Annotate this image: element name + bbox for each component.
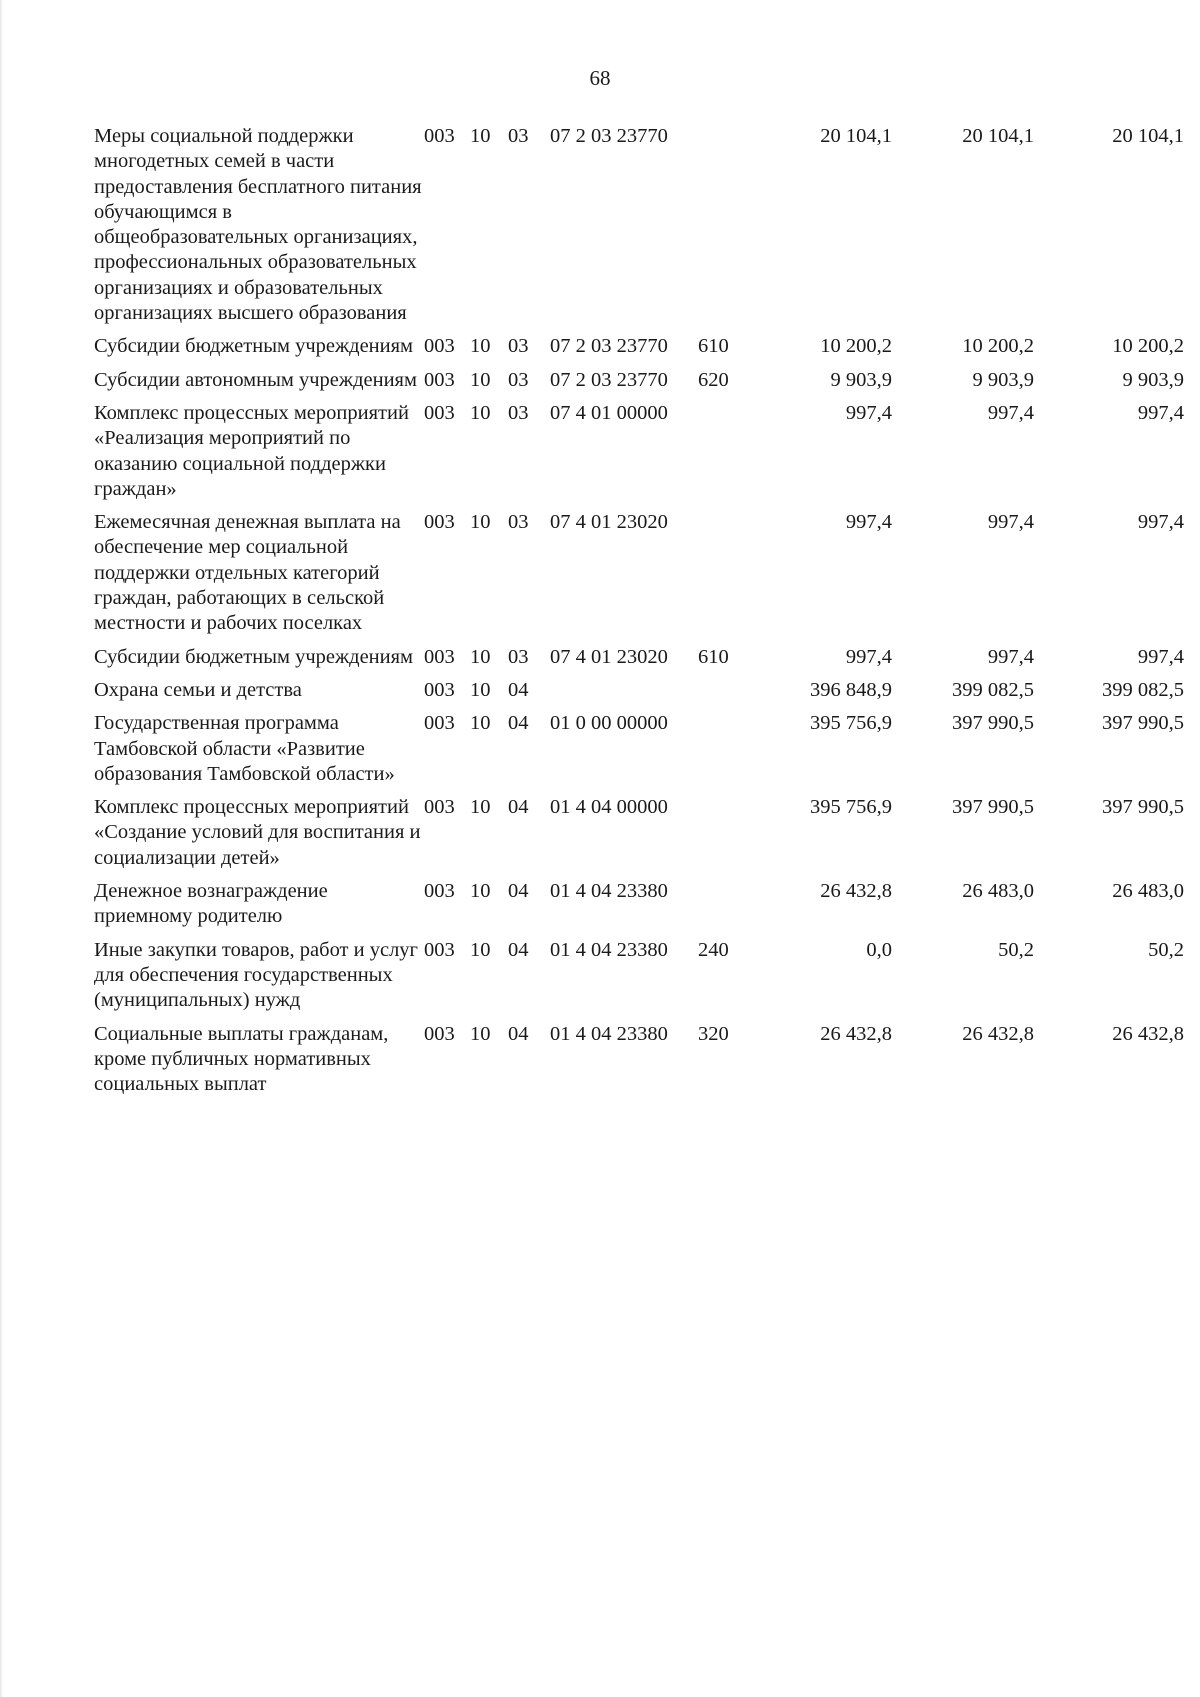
cell-amount-year-2: 997,4 — [987, 511, 1034, 534]
cell-amount-year-3: 26 483,0 — [1112, 880, 1184, 903]
cell-amount-year-3: 9 903,9 — [1122, 368, 1184, 391]
cell-amount-year-2: 997,4 — [987, 645, 1034, 668]
row-name: Меры социальной поддержки многодетных семей в части предоставления бесплатного питания обучающимся в общеобразовательных организациях, профессиональных образовательных организациях и образовательных организациях высшего образования — [94, 125, 422, 325]
cell-target-article: 01 4 04 00000 — [550, 796, 668, 819]
cell-amount-year-1: 26 432,8 — [820, 1022, 892, 1045]
cell-section-code: 10 — [470, 511, 491, 534]
cell-expense-type — [698, 510, 748, 644]
cell-amount-year-1: 10 200,2 — [820, 335, 892, 358]
cell-section-code: 10 — [470, 645, 491, 668]
cell-amount-year-3: 997,4 — [1137, 645, 1184, 668]
row-name: Денежное вознаграждение приемному родителю — [94, 880, 328, 928]
table-row — [94, 124, 1184, 334]
table-row — [94, 938, 1184, 1022]
cell-target-article: 07 4 01 23020 — [550, 511, 668, 534]
cell-amount-year-2: 397 990,5 — [952, 712, 1034, 735]
cell-target-article — [550, 678, 698, 711]
cell-amount-year-2: 399 082,5 — [952, 678, 1034, 701]
cell-subsection-code: 03 — [508, 401, 529, 424]
cell-subsection-code: 04 — [508, 796, 529, 819]
table-row — [94, 711, 1184, 795]
table-row — [94, 1022, 1184, 1106]
cell-amount-year-1: 26 432,8 — [820, 880, 892, 903]
cell-section-code: 10 — [470, 880, 491, 903]
cell-amount-year-1: 20 104,1 — [820, 125, 892, 147]
cell-target-article: 01 0 00 00000 — [550, 712, 668, 735]
row-name: Субсидии бюджетным учреждениям — [94, 335, 414, 358]
cell-target-article: 01 4 04 23380 — [550, 1022, 668, 1045]
cell-expense-type: 320 — [698, 1022, 729, 1045]
table-row — [94, 368, 1184, 401]
row-name: Субсидии бюджетным учреждениям — [94, 645, 414, 668]
cell-amount-year-1: 395 756,9 — [810, 712, 892, 735]
cell-subsection-code: 03 — [508, 511, 529, 534]
cell-amount-year-3: 397 990,5 — [1102, 796, 1184, 819]
table-body — [94, 124, 1184, 1105]
cell-subsection-code: 04 — [508, 938, 529, 961]
cell-section-code: 10 — [470, 401, 491, 424]
cell-subsection-code: 04 — [508, 880, 529, 903]
cell-section-code: 10 — [470, 796, 491, 819]
cell-amount-year-3: 399 082,5 — [1102, 678, 1184, 701]
budget-table — [94, 124, 1184, 1105]
cell-amount-year-3: 997,4 — [1137, 401, 1184, 424]
cell-amount-year-2: 397 990,5 — [952, 796, 1034, 819]
cell-amount-year-2: 9 903,9 — [972, 368, 1034, 391]
row-name: Ежемесячная денежная выплата на обеспечение мер социальной поддержки отдельных категорий граждан, работающих в сельской местности и рабочих поселках — [94, 511, 401, 635]
table-row — [94, 334, 1184, 367]
table-row — [94, 401, 1184, 510]
cell-subsection-code: 03 — [508, 645, 529, 668]
cell-section-code: 10 — [470, 335, 491, 358]
cell-section-code: 10 — [470, 1022, 491, 1045]
cell-amount-year-2: 26 483,0 — [962, 880, 1034, 903]
cell-subsection-code: 04 — [508, 712, 529, 735]
cell-amount-year-2: 20 104,1 — [962, 125, 1034, 147]
cell-amount-year-1: 997,4 — [845, 401, 892, 424]
cell-expense-type — [698, 795, 748, 879]
cell-expense-type — [698, 124, 748, 334]
cell-department-code: 003 — [424, 1022, 455, 1045]
table-row — [94, 510, 1184, 644]
cell-target-article: 07 2 03 23770 — [550, 368, 668, 391]
cell-department-code: 003 — [424, 125, 455, 147]
cell-department-code: 003 — [424, 401, 455, 424]
cell-department-code: 003 — [424, 511, 455, 534]
row-name: Социальные выплаты гражданам, кроме публичных нормативных социальных выплат — [94, 1022, 389, 1096]
cell-amount-year-1: 396 848,9 — [810, 678, 892, 701]
table-row — [94, 678, 1184, 711]
cell-expense-type — [698, 401, 748, 510]
cell-expense-type: 620 — [698, 368, 729, 391]
cell-target-article: 07 4 01 23020 — [550, 645, 668, 668]
cell-target-article: 01 4 04 23380 — [550, 938, 668, 961]
cell-target-article: 07 2 03 23770 — [550, 125, 668, 147]
cell-amount-year-2: 10 200,2 — [962, 335, 1034, 358]
cell-amount-year-1: 997,4 — [845, 645, 892, 668]
cell-subsection-code: 03 — [508, 368, 529, 391]
cell-section-code: 10 — [470, 938, 491, 961]
cell-amount-year-3: 26 432,8 — [1112, 1022, 1184, 1045]
row-name: Государственная программа Тамбовской области «Развитие образования Тамбовской области» — [94, 712, 395, 785]
cell-expense-type: 240 — [698, 938, 729, 961]
cell-amount-year-3: 10 200,2 — [1112, 335, 1184, 358]
row-name: Иные закупки товаров, работ и услуг для обеспечения государственных (муниципальных) нужд — [94, 938, 418, 1012]
cell-target-article: 07 2 03 23770 — [550, 335, 668, 358]
table-row — [94, 879, 1184, 938]
cell-amount-year-2: 50,2 — [998, 938, 1034, 961]
cell-amount-year-1: 0,0 — [866, 938, 892, 961]
row-name: Охрана семьи и детства — [94, 678, 302, 701]
cell-amount-year-3: 397 990,5 — [1102, 712, 1184, 735]
cell-department-code: 003 — [424, 938, 455, 961]
row-name: Комплекс процессных мероприятий «Создание условий для воспитания и социализации детей» — [94, 796, 421, 869]
cell-department-code: 003 — [424, 368, 455, 391]
row-name: Комплекс процессных мероприятий «Реализация мероприятий по оказанию социальной поддержки граждан» — [94, 401, 409, 500]
cell-amount-year-3: 20 104,1 — [1112, 125, 1184, 147]
cell-amount-year-2: 26 432,8 — [962, 1022, 1034, 1045]
cell-amount-year-3: 50,2 — [1148, 938, 1184, 961]
cell-section-code: 10 — [470, 712, 491, 735]
cell-expense-type — [698, 711, 748, 795]
cell-department-code: 003 — [424, 645, 455, 668]
cell-amount-year-1: 395 756,9 — [810, 796, 892, 819]
cell-expense-type: 610 — [698, 335, 729, 358]
scan-edge-shadow — [0, 0, 3, 1697]
cell-department-code: 003 — [424, 796, 455, 819]
cell-section-code: 10 — [470, 678, 491, 701]
cell-expense-type — [698, 678, 748, 711]
cell-expense-type: 610 — [698, 645, 729, 668]
cell-department-code: 003 — [424, 678, 455, 701]
cell-subsection-code: 04 — [508, 678, 529, 701]
cell-subsection-code: 03 — [508, 335, 529, 358]
cell-expense-type — [698, 879, 748, 938]
cell-subsection-code: 03 — [508, 125, 529, 147]
cell-amount-year-1: 997,4 — [845, 511, 892, 534]
cell-amount-year-2: 997,4 — [987, 401, 1034, 424]
page-number: 68 — [589, 66, 611, 90]
table-row — [94, 795, 1184, 879]
cell-target-article: 01 4 04 23380 — [550, 880, 668, 903]
cell-subsection-code: 04 — [508, 1022, 529, 1045]
cell-department-code: 003 — [424, 712, 455, 735]
cell-department-code: 003 — [424, 335, 455, 358]
cell-target-article: 07 4 01 00000 — [550, 401, 668, 424]
cell-department-code: 003 — [424, 880, 455, 903]
cell-section-code: 10 — [470, 125, 491, 147]
table-row — [94, 645, 1184, 678]
cell-section-code: 10 — [470, 368, 491, 391]
row-name: Субсидии автономным учреждениям — [94, 368, 417, 391]
cell-amount-year-3: 997,4 — [1137, 511, 1184, 534]
cell-amount-year-1: 9 903,9 — [830, 368, 892, 391]
